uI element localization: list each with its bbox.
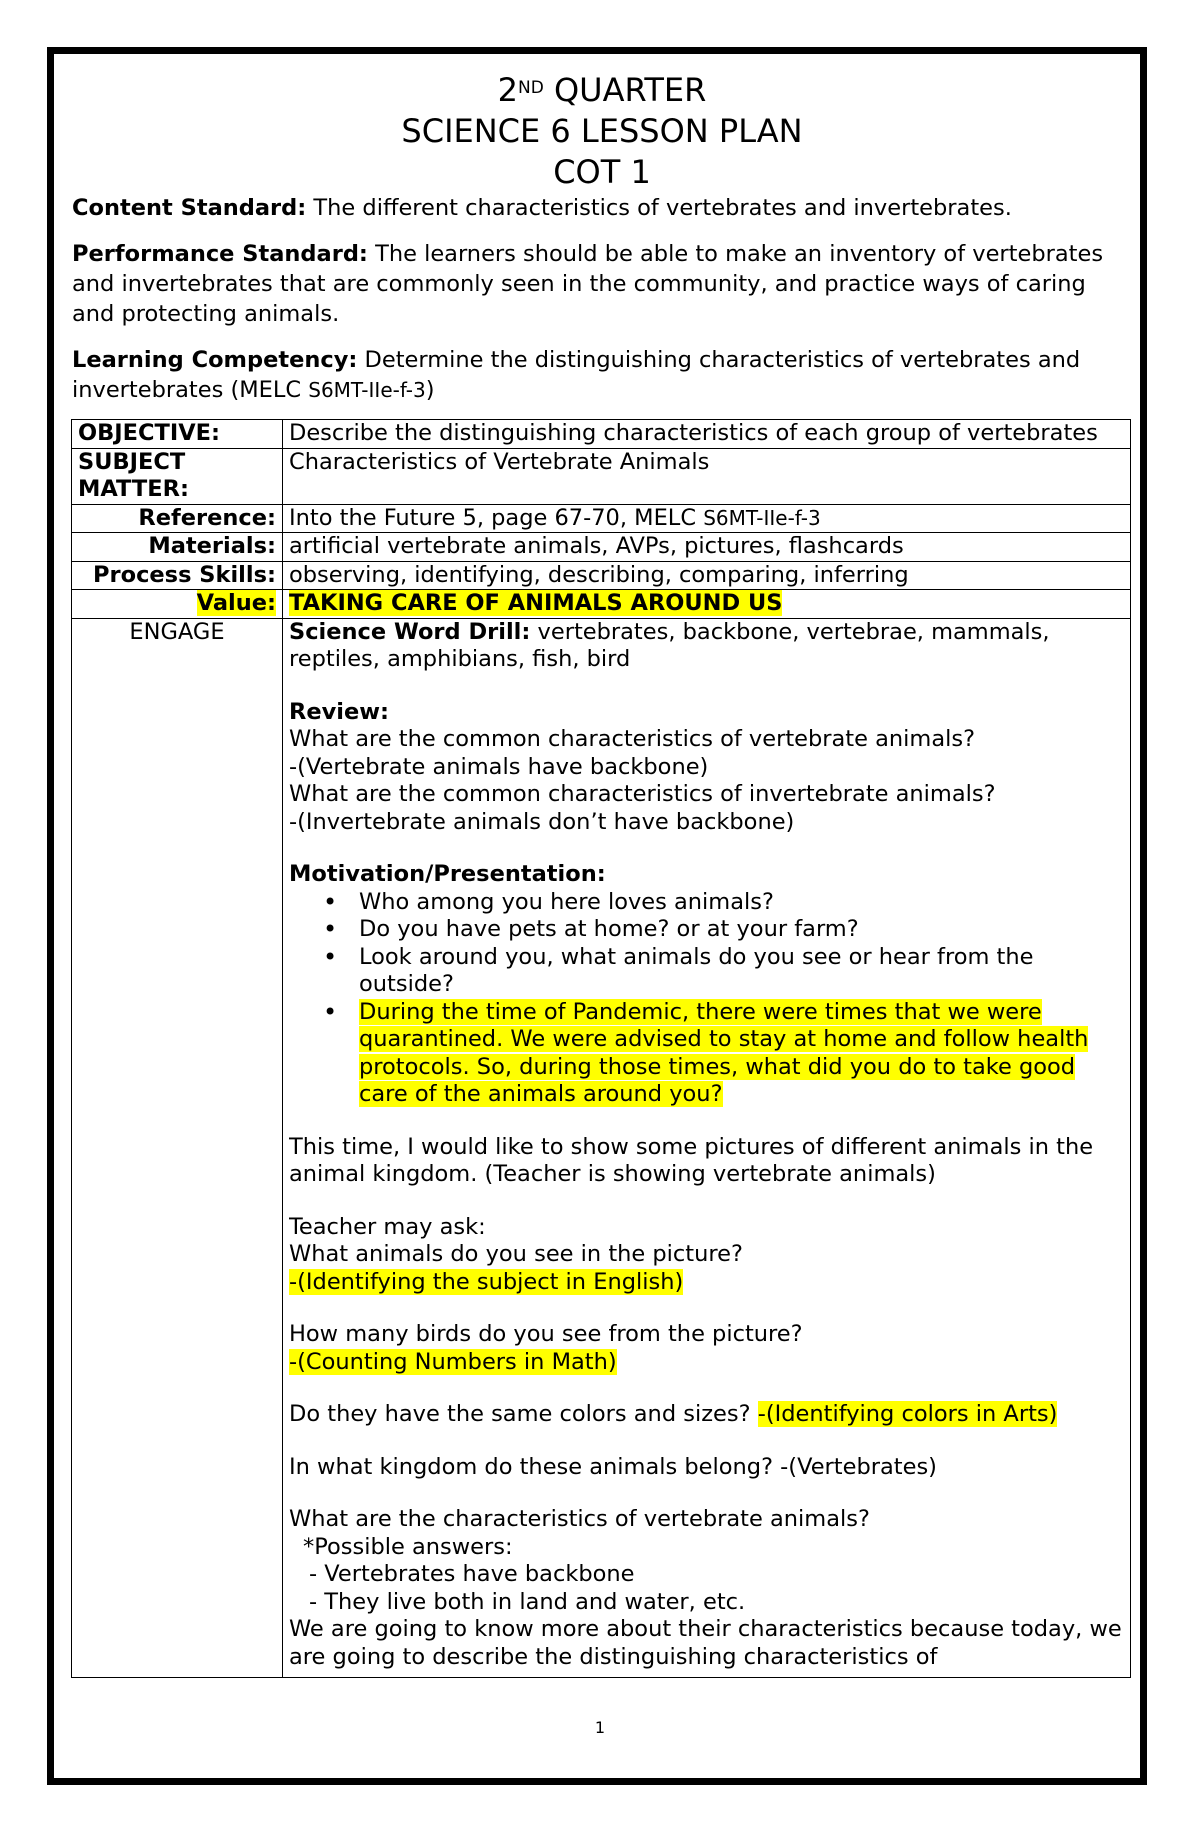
possible-answer: - Vertebrates have backbone [309,1561,635,1587]
value-row [72,590,1131,619]
cot-heading: COT 1 [553,153,651,191]
lesson-plan-heading: SCIENCE 6 LESSON PLAN [401,112,803,150]
objective-row [72,420,1131,449]
subject-text: Characteristics of Vertebrate Animals [283,448,1131,504]
lesson-plan-table [71,419,1131,1678]
motivation-list [289,889,1124,1109]
question-4: In what kingdom do these animals belong? -(Vertebrates) [289,1453,937,1480]
performance-standard [72,239,1132,329]
question-2: How many birds do you see from the picture? [289,1321,803,1347]
competency-close: ) [425,377,435,403]
possible-answers-label: *Possible answers: [303,1533,513,1560]
word-drill-text: vertebrates, backbone, vertebrae, mammals, reptiles, amphibians, fish, bird [289,618,1050,672]
question-3-line [289,1401,1124,1429]
possible-answer: - They live both in land and water, etc. [309,1588,746,1615]
materials-label: Materials: [72,533,283,562]
reference-text: Into the Future 5, page 67-70, MELC [289,504,704,531]
materials-row [72,533,1131,562]
learning-competency-text: Determine the distinguishing characteristics of vertebrates and invertebrates (MELC [72,347,1081,403]
melc-code: S6MT-IIe-f-3 [308,378,426,402]
quarter-superscript: ND [517,78,544,98]
word-drill-label: Science Word Drill: [289,618,531,645]
content-standard [72,193,1132,223]
list-item: • Look around you, what animals do you see or hear from the outside? [359,944,1124,999]
question-5: What are the characteristics of vertebrate animals? [289,1506,870,1532]
review-line: -(Vertebrate animals have backbone) [289,753,709,780]
list-item: • Do you have pets at home? or at your farm? [359,916,1124,944]
value-label: Value: [196,590,276,616]
answer-2-line [289,1349,1124,1377]
page-number: 1 [594,1718,606,1737]
question-3: Do they have the same colors and sizes? [289,1401,758,1427]
review-line: What are the common characteristics of vertebrate animals? [289,726,976,752]
performance-standard-text: The learners should be able to make an inventory of vertebrates and invertebrates that are commonly seen in the community, and practice ways of caring and protecting animals. [72,241,1104,327]
answer-2: -(Counting Numbers in Math) [289,1348,617,1375]
value-text: TAKING CARE OF ANIMALS AROUND US [289,590,783,616]
process-skills-label: Process Skills: [72,561,283,590]
answer-1-line [289,1269,1124,1297]
engage-row [72,618,1131,1677]
word-drill [289,619,1124,674]
quarter-heading [72,70,1132,111]
engage-body [289,619,1124,1677]
quarter-number: 2 [497,71,518,109]
pandemic-question: During the time of Pandemic, there were times that we were quarantined. We were advised to stay at home and follow health protocols. So, during those times, what did you do to take good care of the animals around you? [359,998,1089,1107]
learning-competency-label: Learning Competency: [72,347,358,373]
motivation-label: Motivation/Presentation: [289,861,606,887]
closing-text: We are going to know more about their characteristics because today, we are going to describe the distinguishing characteristics of [289,1616,1122,1670]
engage-content [283,618,1131,1677]
materials-text: artificial vertebrate animals, AVPs, pictures, flashcards [283,533,1131,562]
review-label: Review: [289,698,390,725]
subject-row [72,448,1131,504]
value-cell [283,590,1131,619]
objective-text: Describe the distinguishing characteristics of each group of vertebrates [283,420,1131,449]
process-skills-row [72,561,1131,590]
review-line: What are the common characteristics of invertebrate animals? [289,781,996,807]
content-standard-label: Content Standard: [72,195,307,221]
answer-3: -(Identifying colors in Arts) [757,1401,1058,1427]
reference-code: S6MT-IIe-f-3 [703,505,821,530]
quarter-word: QUARTER [553,71,707,109]
reference-row [72,504,1131,533]
show-pictures-text: This time, I would like to show some pictures of different animals in the animal kingdom. (Teacher is showing vertebrate animals) [289,1133,1094,1187]
performance-standard-label: Performance Standard: [72,241,368,267]
list-item: • Who among you here loves animals? [359,889,1124,917]
reference-cell [283,504,1131,533]
subject-label: SUBJECT MATTER: [72,448,283,504]
document-title [72,70,1132,193]
reference-label: Reference: [72,504,283,533]
teacher-ask: Teacher may ask: [289,1213,486,1240]
learning-competency [72,345,1132,405]
engage-label: ENGAGE [72,618,283,1677]
process-skills-text: observing, identifying, describing, comparing, inferring [283,561,1131,590]
page-content [72,70,1132,421]
list-item-highlighted [359,999,1124,1109]
answer-1: -(Identifying the subject in English) [289,1268,684,1295]
objective-label: OBJECTIVE: [72,420,283,449]
review-line: -(Invertebrate animals don’t have backbone) [289,808,795,835]
value-label-cell [72,590,283,619]
content-standard-text: The different characteristics of vertebrates and invertebrates. [306,195,1012,221]
question-1: What animals do you see in the picture? [289,1241,743,1267]
